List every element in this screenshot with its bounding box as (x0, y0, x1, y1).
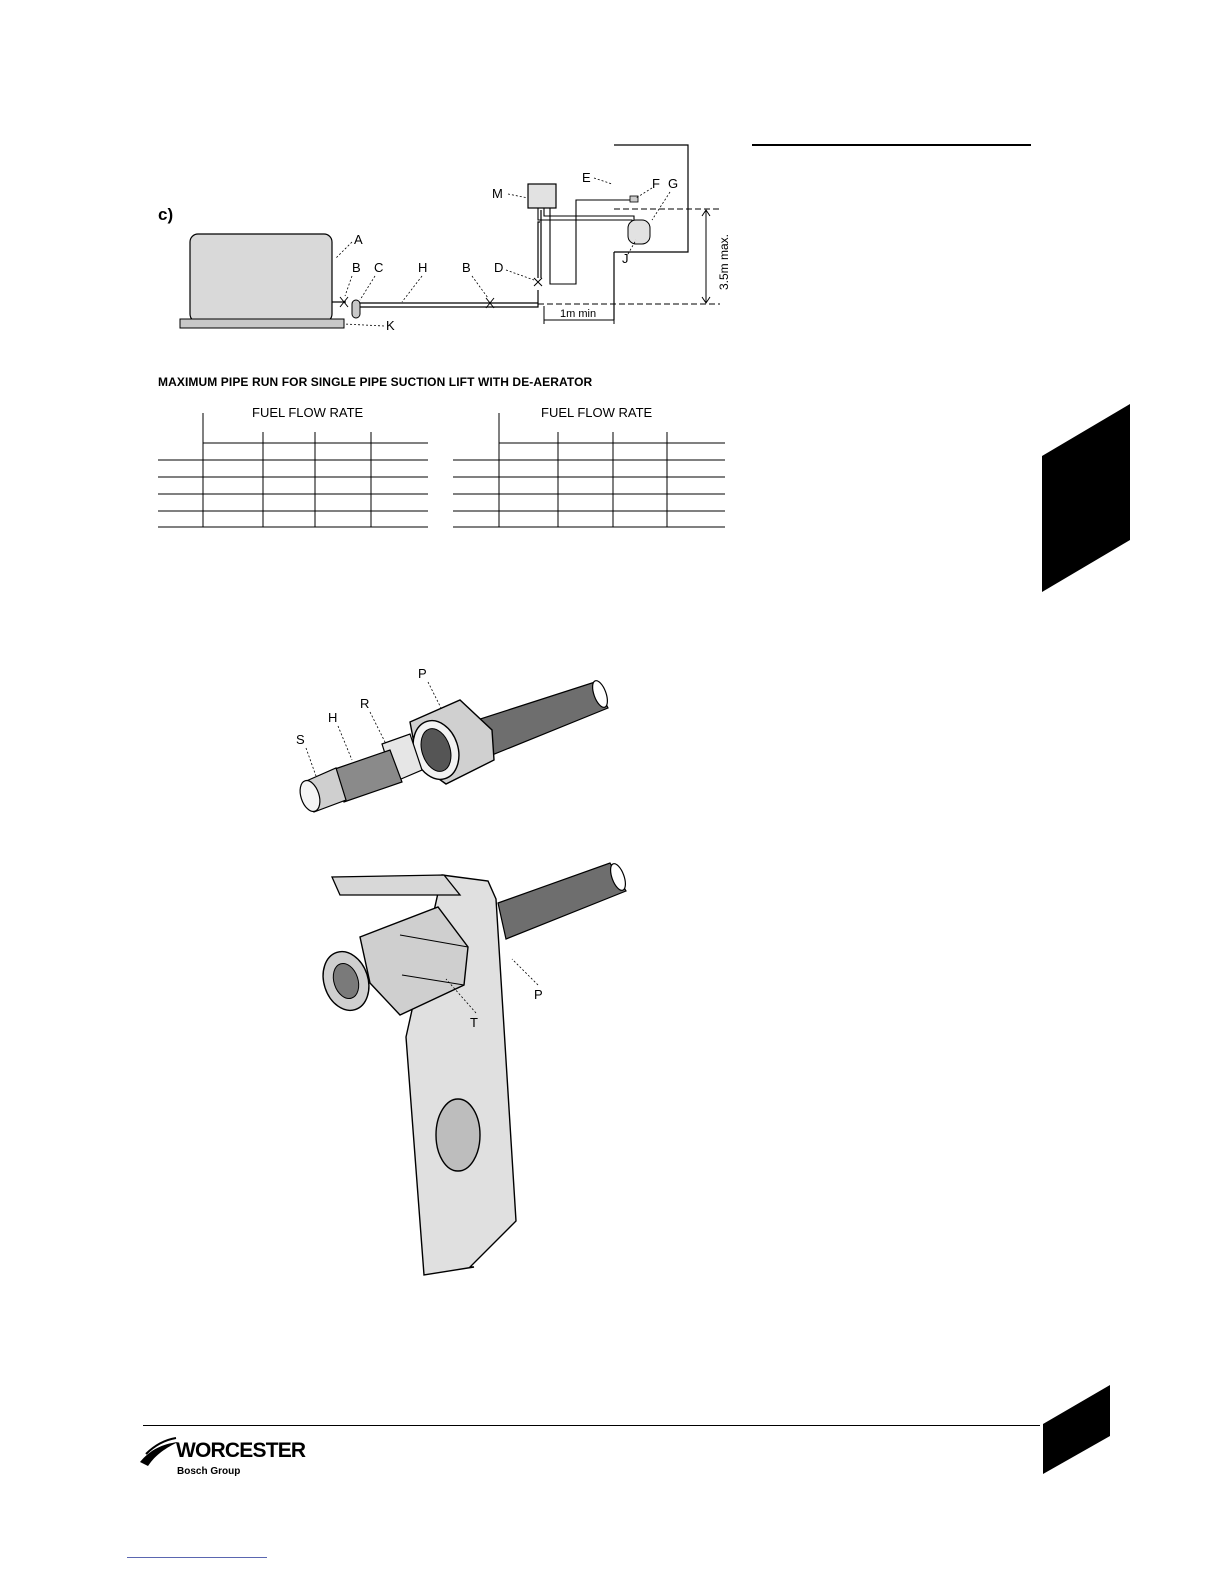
table-title: MAXIMUM PIPE RUN FOR SINGLE PIPE SUCTION LIFT WITH DE-AERATOR (158, 375, 593, 389)
logo-wordmark: WORCESTER (176, 1439, 306, 1462)
callout-f: F (652, 176, 660, 191)
callout-d: D (494, 260, 504, 275)
label-t: T (470, 1015, 478, 1030)
compression-fitting-illustration (290, 660, 630, 820)
callout-k: K (386, 318, 395, 333)
callout-c: C (374, 260, 384, 275)
callout-b1: B (352, 260, 361, 275)
label-p1: P (418, 666, 427, 681)
header-rule (752, 144, 1031, 146)
diagram-label: c) (158, 205, 174, 224)
section-tab (1040, 402, 1132, 594)
label-p2: P (534, 987, 543, 1002)
callout-e: E (582, 170, 591, 185)
boiler-casing (614, 145, 688, 320)
page-tab (1042, 1384, 1112, 1476)
isolating-valve-illustration (310, 855, 650, 1285)
filter-c (352, 300, 360, 318)
deaerator-m (528, 184, 556, 208)
logo-subtitle: Bosch Group (177, 1466, 241, 1477)
label-r: R (360, 696, 370, 711)
valve-d (534, 278, 542, 286)
left-table-header: FUEL FLOW RATE (252, 405, 364, 420)
label-h: H (328, 710, 338, 725)
callout-j: J (622, 251, 629, 266)
label-s: S (296, 732, 305, 747)
tank-base (180, 319, 344, 328)
oil-supply-diagram (140, 140, 760, 350)
pump-j (628, 220, 650, 244)
callout-b2: B (462, 260, 471, 275)
callout-h: H (418, 260, 428, 275)
callout-m: M (492, 186, 503, 201)
link-underline (127, 1557, 267, 1558)
pipe-run-tables (150, 410, 740, 535)
dim-width: 1m min (560, 308, 597, 320)
right-table-header: FUEL FLOW RATE (541, 405, 653, 420)
dim-height: 3.5m max. (717, 233, 731, 290)
worcester-logo (138, 1432, 306, 1480)
oil-tank (190, 234, 332, 322)
logo-swoosh-icon (138, 1436, 180, 1468)
callout-a: A (354, 232, 363, 247)
callout-g: G (668, 176, 679, 191)
footer-rule (143, 1425, 1040, 1426)
